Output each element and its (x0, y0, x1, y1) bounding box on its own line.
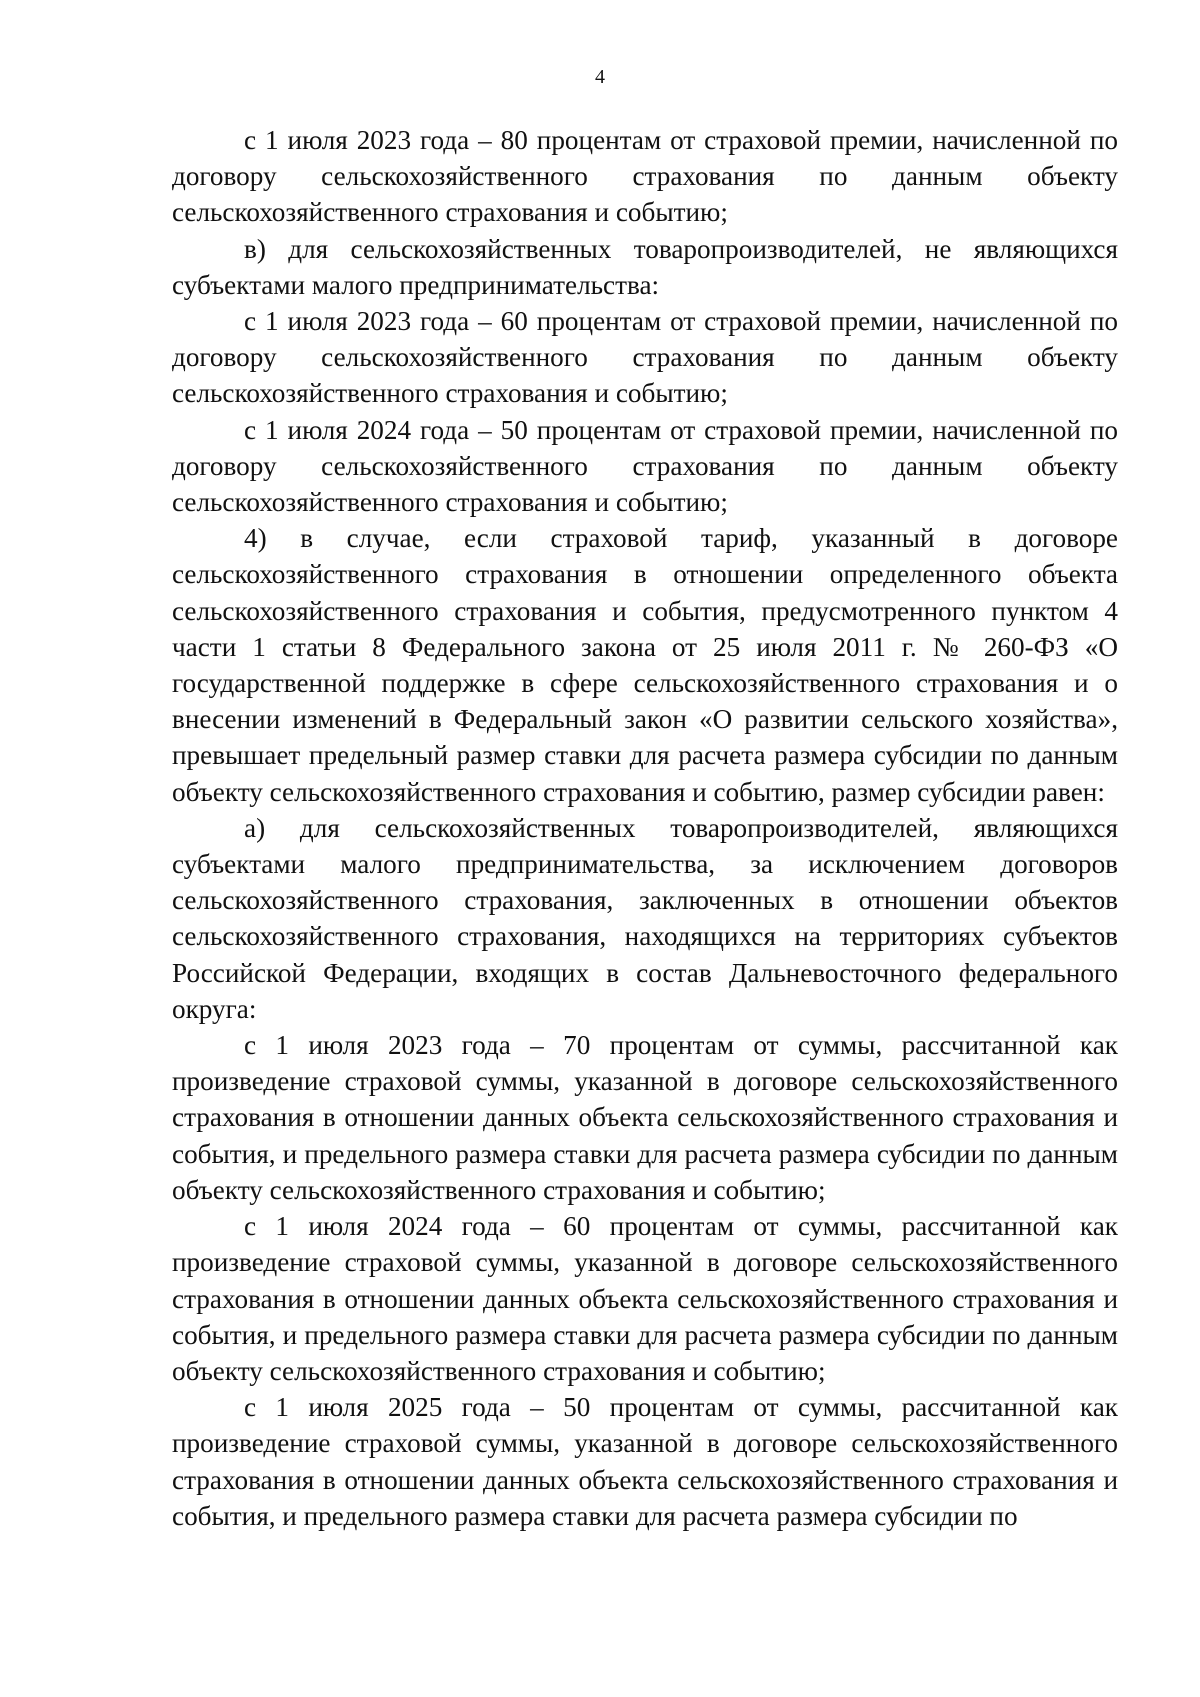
paragraph-subsidy-2023-80: с 1 июля 2023 года – 80 процентам от страховой премии, начисленной по договору сельскохозяйственного страхования по данным объекту сельскохозяйственного страхования и событию; (172, 125, 1118, 228)
paragraph-item-v-heading: в) для сельскохозяйственных товаропроизводителей, не являющихся субъектами малого предпринимательства: (172, 233, 1118, 300)
paragraph-subsidy-2024-50: с 1 июля 2024 года – 50 процентам от страховой премии, начисленной по договору сельскохозяйственного страхования по данным объекту сельскохозяйственного страхования и событию; (172, 414, 1118, 518)
paragraph-subsidy-2023-70: с 1 июля 2023 года – 70 процентам от суммы, рассчитанной как произведение страховой суммы, указанной в договоре сельскохозяйственного страхования в отношении данных объекта сельскохозяйственного страхования и события, и предельного размера ставки для расчета размера субсидии по данным объекту сельскохозяйственного страхования и событию; (172, 1030, 1118, 1205)
paragraph-subsidy-2023-60: с 1 июля 2023 года – 60 процентам от страховой премии, начисленной по договору сельскохозяйственного страхования по данным объекту сельскохозяйственного страхования и событию; (172, 306, 1118, 409)
page-number: 4 (595, 66, 605, 88)
paragraph-item-4: 4) в случае, если страховой тариф, указанный в договоре сельскохозяйственного страхования в отношении определенного объекта сельскохозяйственного страхования и события, предусмотренного пунктом 4 части 1 статьи 8 Федерального закона от 25 июля 2011 г. № 260-ФЗ «О государственной поддержке в сфере сельскохозяйственного страхования и о внесении изменений в Федеральный закон «О развитии сельского хозяйства», превышает предельный размер ставки для расчета размера субсидии по данным объекту сельскохозяйственного страхования и событию, размер субсидии равен: (172, 523, 1118, 807)
paragraph-subsidy-2024-60: с 1 июля 2024 года – 60 процентам от суммы, рассчитанной как произведение страховой суммы, указанной в договоре сельскохозяйственного страхования в отношении данных объекта сельскохозяйственного страхования и события, и предельного размера ставки для расчета размера субсидии по данным объекту сельскохозяйственного страхования и событию; (172, 1211, 1118, 1386)
paragraph-subsidy-2025-50: с 1 июля 2025 года – 50 процентам от суммы, рассчитанной как произведение страховой суммы, указанной в договоре сельскохозяйственного страхования в отношении данных объекта сельскохозяйственного страхования и события, и предельного размера ставки для расчета размера субсидии по (172, 1392, 1118, 1531)
paragraph-item-a-heading: а) для сельскохозяйственных товаропроизводителей, являющихся субъектами малого предпринимательства, за исключением договоров сельскохозяйственного страхования, заключенных в отношении объектов сельскохозяйственного страхования, находящихся на территориях субъектов Российской Федерации, входящих в состав Дальневосточного федерального округа: (172, 812, 1118, 1024)
document-body (172, 122, 1118, 1534)
